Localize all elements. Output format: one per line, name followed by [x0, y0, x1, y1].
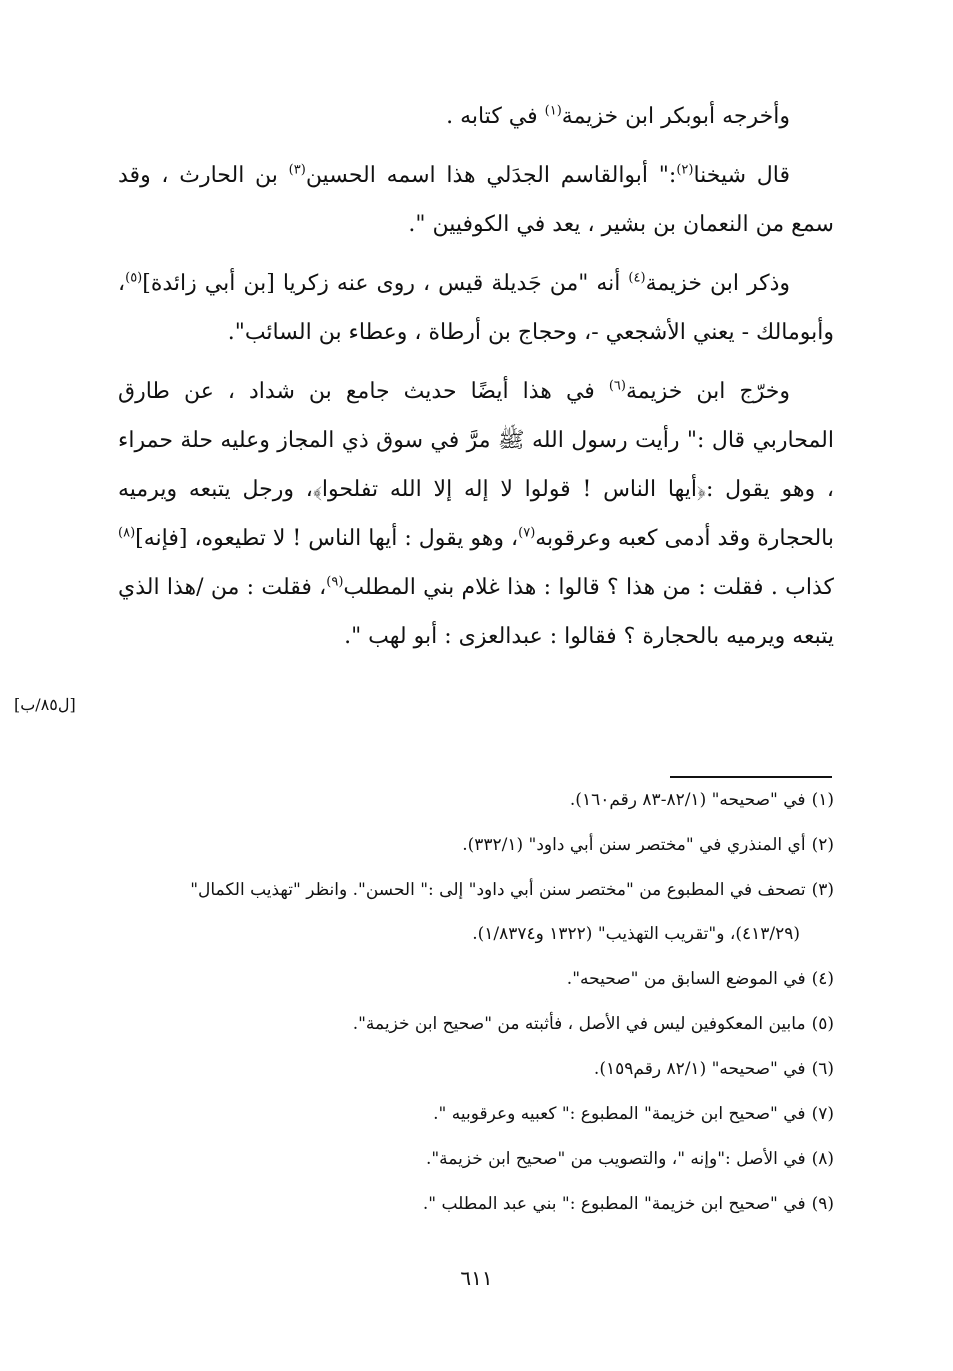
text-segment: وخرّج ابن خزيمة — [625, 379, 790, 404]
footnote-ref-5[interactable]: (٥) — [125, 270, 143, 286]
footnote-text: في "صحيحه" (٨٢/١-٨٣ رقم١٦٠). — [569, 790, 806, 810]
footnote-number: (١) — [811, 790, 834, 810]
footnote-text: أي المنذري في "مختصر سنن أبي داود" (٣٣٢/١). — [462, 835, 806, 855]
text-segment: في هذا أيضًا حديث جامع بن شداد ، عن طارق المحاربي قال :" رأيت رسول الله ﷺ مرَّ في سوق ذي المجاز وعليه حلة حمراء ، وهو يقول :﴿أيها الناس ! قولوا لا إله إلا الله تفلحوا﴾، ورجل يتبعه ويرميه بالحجارة وقد أدمى كعبه وعرقوبه — [118, 379, 835, 551]
paragraph-4 — [118, 367, 834, 661]
footnote-number: (٤) — [811, 969, 834, 989]
paragraph-2 — [118, 151, 834, 249]
footnote-8 — [118, 1149, 834, 1169]
footnote-ref-6[interactable]: (٦) — [608, 378, 626, 394]
footnote-ref-3[interactable]: (٣) — [288, 162, 306, 178]
footnote-2 — [118, 835, 834, 855]
footnote-text: في "صحيحه" (٨٢/١ رقم١٥٩). — [593, 1059, 806, 1079]
footnote-ref-1[interactable]: (١) — [544, 103, 562, 119]
footnote-text: في "صحيح ابن خزيمة" المطبوع :" كعبيه وعرقوبيه ". — [433, 1104, 806, 1124]
text-segment: وأخرجه أبوبكر ابن خزيمة — [561, 104, 790, 129]
text-segment: ، وأبومالك - يعني الأشجعي -، وحجاج بن أرطاة ، وعطاء بن السائب". — [118, 271, 834, 345]
footnote-1 — [118, 790, 834, 810]
footnote-ref-4[interactable]: (٤) — [628, 270, 646, 286]
footnote-number: (٣) — [811, 880, 834, 900]
footnote-number: (٧) — [811, 1104, 834, 1124]
paragraph-1 — [118, 92, 834, 141]
footnote-text: في الأصل :"وإنه "، والتصويب من "صحيح ابن خزيمة". — [425, 1149, 806, 1169]
footnote-6 — [118, 1059, 834, 1079]
footnote-4 — [118, 969, 834, 989]
footnote-ref-8[interactable]: (٨) — [118, 525, 136, 541]
footnote-text: مابين المعكوفين ليس في الأصل ، فأثبته من "صحيح ابن خزيمة". — [352, 1014, 806, 1034]
text-segment: قال شيخنا — [693, 163, 791, 188]
footnote-number: (٩) — [811, 1194, 834, 1214]
footnote-text: تصحف في المطبوع من "مختصر سنن أبي داود" إلى :" الحسن". وانظر "تهذيب الكمال" — [190, 880, 806, 900]
footnote-number: (٨) — [811, 1149, 834, 1169]
text-segment: :" أبوالقاسم الجدَلي هذا اسمه الحسين — [305, 163, 677, 188]
page-number: ٦١١ — [460, 1266, 493, 1290]
text-segment: أنه "من جَديلة قيس ، روى عنه زكريا [بن أبي زائدة] — [142, 271, 629, 296]
footnote-9 — [118, 1194, 834, 1214]
footnote-number: (٥) — [811, 1014, 834, 1034]
footnote-text: في الموضع السابق من "صحيحه". — [566, 969, 806, 989]
footnote-text-continuation: (٤١٣/٢٩)، و"تقريب التهذيب" (١٣٢٢ و١/٨٣٧٤). — [472, 924, 800, 944]
footnote-5 — [118, 1014, 834, 1034]
footnote-text: في "صحيح ابن خزيمة" المطبوع :" بني عبد المطلب ". — [422, 1194, 806, 1214]
text-segment: ، وهو يقول : أيها الناس ! لا تطيعوه، [فإنه] — [135, 526, 519, 551]
text-segment: بن الحارث ، وقد سمع من النعمان بن بشير ، يعد في الكوفيين ". — [118, 163, 834, 237]
main-text — [118, 92, 834, 671]
text-segment: وذكر ابن خزيمة — [645, 271, 790, 296]
text-segment: كذاب . فقلت : من هذا ؟ قالوا : هذا غلام بني المطلب — [343, 575, 834, 600]
footnote-ref-9[interactable]: (٩) — [326, 574, 344, 590]
footnote-number: (٢) — [811, 835, 834, 855]
text-segment: في كتابه . — [446, 104, 545, 129]
footnote-3 — [118, 880, 834, 944]
manuscript-folio-marker: [ل٨٥/ب] — [14, 695, 76, 714]
footnote-ref-2[interactable]: (٢) — [676, 162, 694, 178]
footnotes-section — [118, 790, 834, 1239]
text-segment: ، فقلت : من /هذا الذي يتبعه ويرميه بالحجارة ؟ فقالوا : عبدالعزى : أبو لهب ". — [118, 575, 834, 649]
footnote-divider — [670, 776, 832, 778]
paragraph-3 — [118, 259, 834, 357]
footnote-number: (٦) — [811, 1059, 834, 1079]
footnote-ref-7[interactable]: (٧) — [518, 525, 536, 541]
footnote-7 — [118, 1104, 834, 1124]
